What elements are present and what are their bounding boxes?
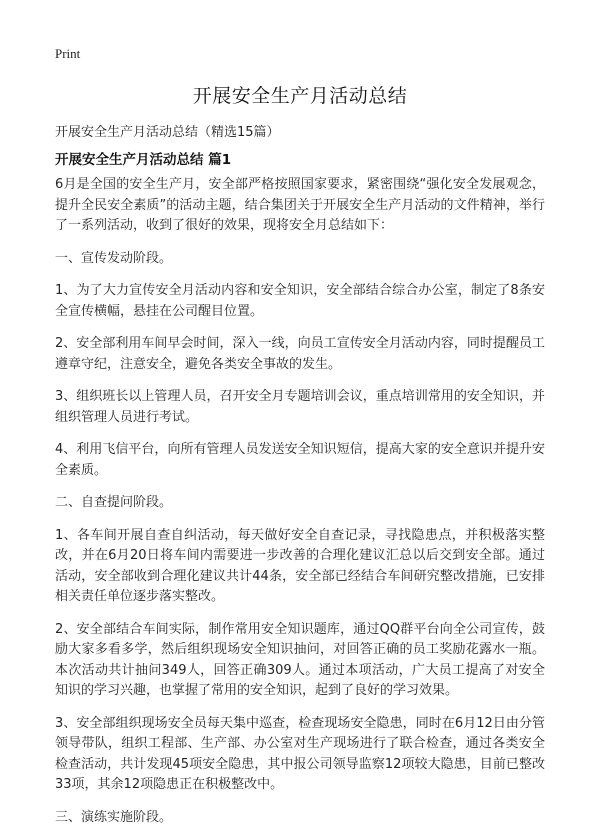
document-title: 开展安全生产月活动总结 (192, 85, 408, 107)
stage-heading-publicity: 一、宣传发动阶段。 (55, 250, 173, 266)
stage-heading-self-inspection: 二、自查提问阶段。 (55, 495, 173, 510)
section-heading: 开展安全生产月活动总结 篇1 (55, 152, 232, 168)
stage-heading-drill: 三、演练实施阶段。 (55, 809, 173, 825)
list-item: 1、为了大力宣传安全月活动内容和安全知识，安全部结合综合办公室，制定了8条安全宣传横幅，悬挂在公司醒目位置。 (55, 283, 545, 319)
print-link[interactable]: Print (55, 46, 81, 61)
list-item: 2、安全部结合车间实际，制作常用安全知识题库，通过QQ群平台向全公司宣传，鼓励大家多看多学，然后组织现场安全知识抽问，对回答正确的员工奖励花露水一瓶。本次活动共计抽问349人，回答正确309人。通过本项活动，广大员工提高了对安全知识的学习兴趣，也掌握了常用的安全知识，起到了良好的学习效果。 (55, 621, 545, 698)
list-item: 4、利用飞信平台，向所有管理人员发送安全知识短信，提高大家的安全意识并提升安全素质。 (55, 442, 545, 478)
list-item: 1、各车间开展自查自纠活动，每天做好安全自查记录，寻找隐患点，并积极落实整改，并在6月20日将车间内需要进一步改善的合理化建议汇总以后交到安全部。通过活动，安全部收到合理化建议共计44条，安全部已经结合车间研究整改措施，已安排相关责任单位逐步落实整改。 (55, 527, 545, 604)
list-item: 3、安全部组织现场安全员每天集中巡查，检查现场安全隐患，同时在6月12日由分管领导带队，组织工程部、生产部、办公室对生产现场进行了联合检查，通过各类安全检查活动，共计发现45项安全隐患，其中报公司领导监察12项较大隐患，目前已整改33项，其余12项隐患正在积极整改中。 (55, 715, 545, 792)
list-item: 2、安全部利用车间早会时间，深入一线，向员工宣传安全月活动内容，同时提醒员工遵章守纪，注意安全，避免各类安全事故的发生。 (55, 336, 545, 372)
list-item: 3、组织班长以上管理人员，召开安全月专题培训会议，重点培训常用的安全知识，并组织管理人员进行考试。 (55, 389, 545, 425)
document-body (55, 175, 545, 840)
document-subtitle: 开展安全生产月活动总结（精选15篇） (55, 125, 280, 140)
intro-paragraph: 6月是全国的安全生产月，安全部严格按照国家要求，紧密围绕“强化安全发展观念，提升全民安全素质”的活动主题，结合集团关于开展安全生产月活动的文件精神，举行了一系列活动，收到了很好的效果，现将安全月总结如下： (55, 177, 545, 233)
